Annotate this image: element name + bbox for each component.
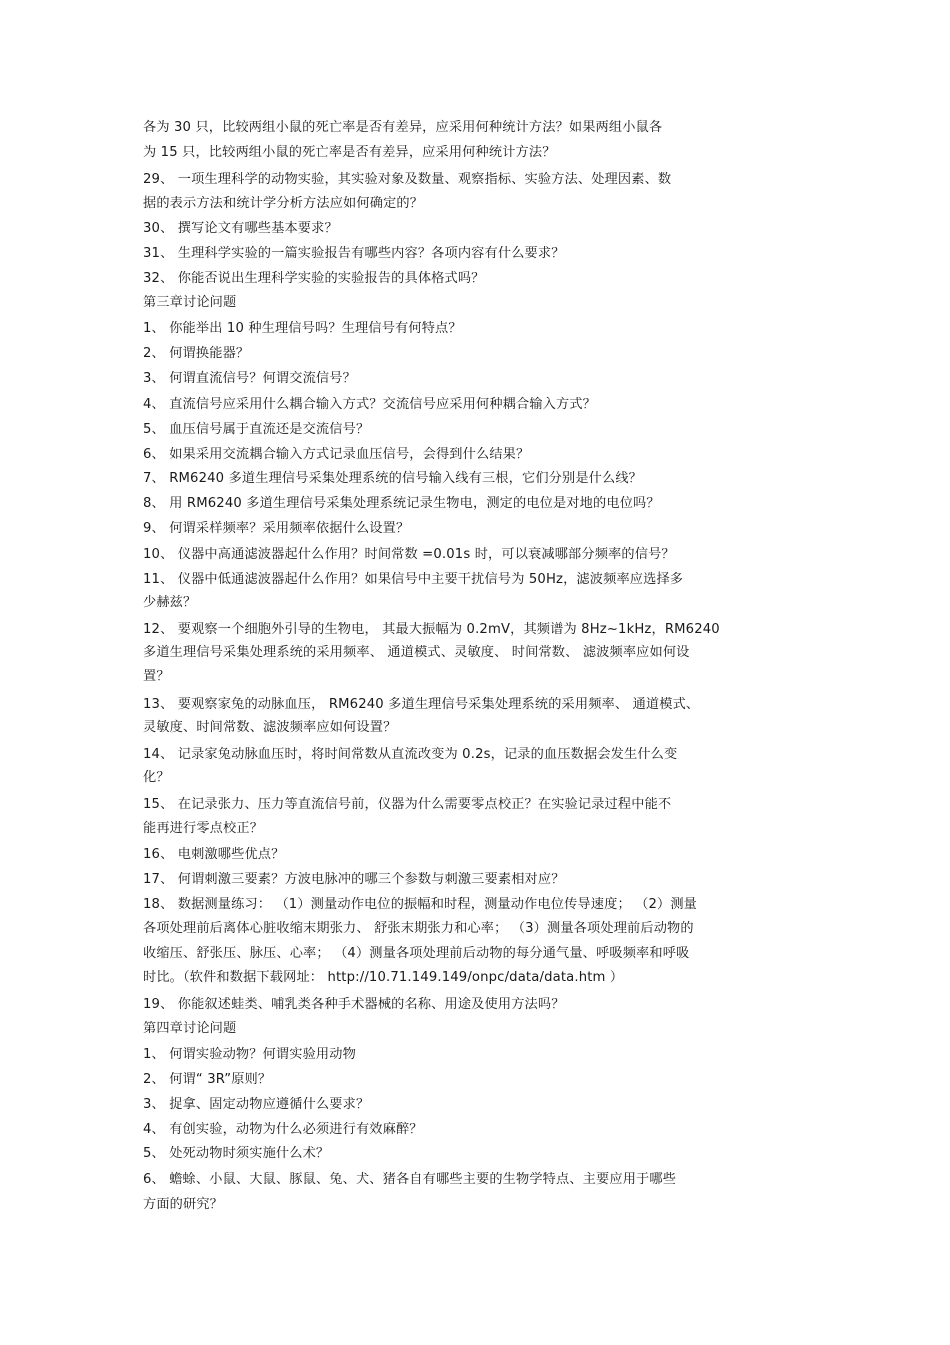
text-line: 8、 用 RM6240 多道生理信号采集处理系统记录生物电，测定的电位是对地的电位吗？ xyxy=(143,496,660,511)
text-line: 方面的研究？ xyxy=(143,1197,224,1212)
text-line: 灵敏度、时间常数、滤波频率应如何设置？ xyxy=(143,720,397,735)
text-line: 14、 记录家兔动脉血压时，将时间常数从直流改变为 0.2s，记录的血压数据会发生什么变 xyxy=(143,747,678,762)
text-line: 7、 RM6240 多道生理信号采集处理系统的信号输入线有三根，它们分别是什么线？ xyxy=(143,471,643,486)
text-line: 5、 处死动物时须实施什么术？ xyxy=(143,1146,330,1161)
text-line: 化？ xyxy=(143,770,170,785)
text-line: 13、 要观察家兔的动脉血压， RM6240 多道生理信号采集处理系统的采用频率、 通道模式、 xyxy=(143,697,700,712)
text-line: 置？ xyxy=(143,669,170,684)
text-line: 各为 30 只，比较两组小鼠的死亡率是否有差异，应采用何种统计方法？如果两组小鼠各 xyxy=(143,120,663,135)
text-line: 5、 血压信号属于直流还是交流信号？ xyxy=(143,422,370,437)
text-line: 2、 何谓“ 3R”原则？ xyxy=(143,1072,272,1087)
text-line: 11、 仪器中低通滤波器起什么作用？如果信号中主要干扰信号为 50Hz，滤波频率应选择多 xyxy=(143,572,684,587)
text-line: 32、 你能否说出生理科学实验的实验报告的具体格式吗？ xyxy=(143,271,485,286)
text-line: 9、 何谓采样频率？采用频率依据什么设置？ xyxy=(143,521,410,536)
text-line: 1、 何谓实验动物？何谓实验用动物 xyxy=(143,1047,356,1062)
section-heading: 第三章讨论问题 xyxy=(143,295,237,310)
text-line: 2、 何谓换能器？ xyxy=(143,346,250,361)
text-line: 能再进行零点校正？ xyxy=(143,821,264,836)
text-line: 29、 一项生理科学的动物实验，其实验对象及数量、观察指标、实验方法、处理因素、数 xyxy=(143,172,672,187)
text-line: 4、 有创实验，动物为什么必须进行有效麻醉？ xyxy=(143,1122,423,1137)
text-line: 据的表示方法和统计学分析方法应如何确定的？ xyxy=(143,196,424,211)
text-line: 多道生理信号采集处理系统的采用频率、 通道模式、灵敏度、 时间常数、 滤波频率应如何设 xyxy=(143,645,690,660)
text-line: 17、 何谓刺激三要素？方波电脉冲的哪三个参数与刺激三要素相对应？ xyxy=(143,872,565,887)
text-line: 为 15 只，比较两组小鼠的死亡率是否有差异，应采用何种统计方法？ xyxy=(143,145,556,160)
text-line: 30、 撰写论文有哪些基本要求？ xyxy=(143,221,338,236)
text-line: 15、 在记录张力、压力等直流信号前，仪器为什么需要零点校正？在实验记录过程中能不 xyxy=(143,797,672,812)
text-line: 收缩压、舒张压、脉压、心率； （4）测量各项处理前后动物的每分通气量、呼吸频率和呼吸 xyxy=(143,946,690,961)
text-line: 4、 直流信号应采用什么耦合输入方式？交流信号应采用何种耦合输入方式？ xyxy=(143,397,597,412)
text-line: 少赫兹？ xyxy=(143,595,197,610)
text-line: 12、 要观察一个细胞外引导的生物电， 其最大振幅为 0.2mV，其频谱为 8Hz~1kHz，RM6240 xyxy=(143,622,720,637)
text-line: 3、 捉拿、固定动物应遵循什么要求？ xyxy=(143,1097,370,1112)
section-heading: 第四章讨论问题 xyxy=(143,1021,237,1036)
text-line: 18、 数据测量练习： （1）测量动作电位的振幅和时程，测量动作电位传导速度； （2）测量 xyxy=(143,897,698,912)
text-line: 19、 你能叙述蛙类、哺乳类各种手术器械的名称、用途及使用方法吗？ xyxy=(143,997,565,1012)
text-line: 10、 仪器中高通滤波器起什么作用？时间常数 =0.01s 时，可以衰减哪部分频率的信号？ xyxy=(143,547,675,562)
text-line: 1、 你能举出 10 种生理信号吗？生理信号有何特点？ xyxy=(143,321,462,336)
text-line: 6、 蟾蜍、小鼠、大鼠、豚鼠、兔、犬、猪各自有哪些主要的生物学特点、主要应用于哪些 xyxy=(143,1172,677,1187)
text-line: 6、 如果采用交流耦合输入方式记录血压信号，会得到什么结果？ xyxy=(143,447,530,462)
text-line: 3、 何谓直流信号？何谓交流信号？ xyxy=(143,371,356,386)
text-line: 31、 生理科学实验的一篇实验报告有哪些内容？各项内容有什么要求？ xyxy=(143,246,565,261)
text-line: 16、 电刺激哪些优点？ xyxy=(143,847,285,862)
text-line: 时比。（软件和数据下载网址： http://10.71.149.149/onpc/data/data.htm ） xyxy=(143,970,624,985)
text-line: 各项处理前后离体心脏收缩末期张力、 舒张末期张力和心率； （3）测量各项处理前后动物的 xyxy=(143,921,694,936)
